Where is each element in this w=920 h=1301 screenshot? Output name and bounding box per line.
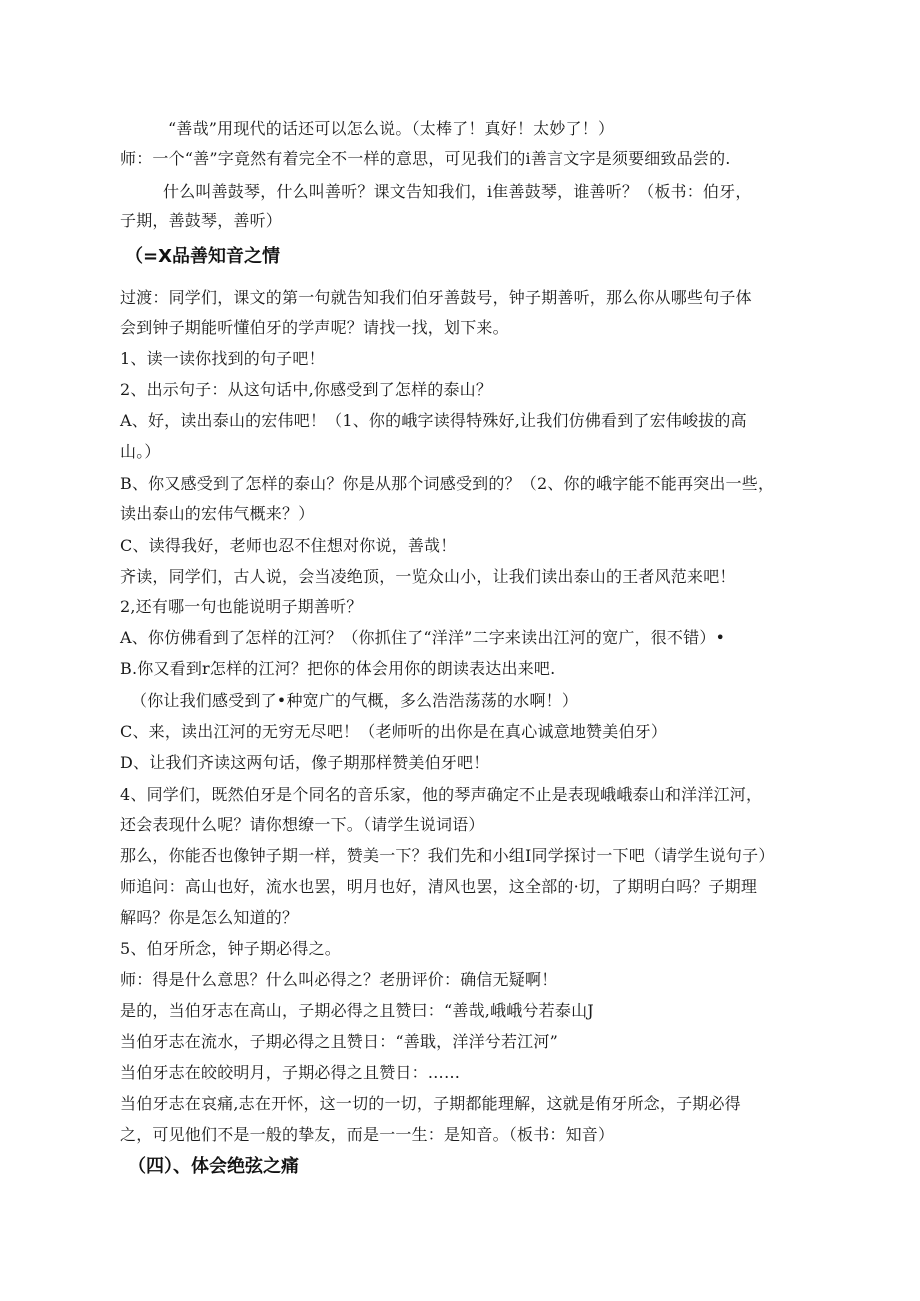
text-line: C、读得我好，老师也忍不住想对你说，善哉！ (120, 536, 457, 555)
text-line: （你让我们感受到了•种宽广的气概，多么浩浩荡荡的水啊！） (131, 691, 579, 710)
text-line: C、来，读出江河的无穷无尽吧！（老师听的出你是在真心诚意地赞美伯牙） (120, 722, 668, 741)
text-line: 当伯牙志在流水，子期必得之且赞日：“善戢，洋洋兮若江河” (120, 1032, 558, 1051)
text-line: 师：一个“善”字竟然有着完全不一样的意思，可见我们的i善言文字是须要细致品尝的. (120, 149, 731, 168)
text-line: 过渡：同学们，课文的第一句就告知我们伯牙善鼓号，钟子期善听，那么你从哪些句子体 (120, 288, 752, 307)
text-line: A、你仿佛看到了怎样的江河？（你抓住了“洋洋”二字来读出江河的宽广，很不错）• (120, 628, 726, 647)
text-line: B、你又感受到了怎样的泰山？你是从那个词感受到的？（2、你的峨字能不能再突出一些， (120, 474, 775, 493)
text-line: 当伯牙志在皎皎明月，子期必得之且赞日：…… (120, 1063, 461, 1082)
text-line: 还会表现什么呢？请你想缭一下。（请学生说词语） (120, 815, 485, 834)
text-line: 是的，当伯牙志在高山，子期必得之且赞曰：“善哉,峨峨兮若泰山J (120, 1001, 594, 1020)
text-line: 师：得是什么意思？什么叫必得之？老册评价：确信无疑啊！ (120, 970, 558, 989)
text-line: 1、读一读你找到的句子吧！ (120, 349, 325, 368)
text-line: D、让我们齐读这两句话，像子期那样赞美伯牙吧！ (120, 753, 490, 772)
text-line: 2,还有哪一句也能说明子期善听？ (120, 597, 363, 616)
text-line: 2、出示句子：从这句话中,你感受到了怎样的泰山？ (120, 380, 493, 399)
text-line: B.你又看到r怎样的江河？把你的体会用你的朗读表达出来吧. (120, 659, 556, 678)
text-line: 齐读，同学们，古人说，会当凌绝顶，一览众山小，让我们读出泰山的王者风范来吧！ (120, 567, 736, 586)
text-line: 当伯牙志在哀痛,志在开怀，这一切的一切，子期都能理解，这就是侑牙所念，子期必得 (120, 1094, 741, 1113)
text-line: 师追问：高山也好，流水也罢，明月也好，清风也罢，这全部的·切，了期明白吗？子期理 (120, 877, 758, 896)
text-line: 之，可见他们不是一般的挚友，而是一一生：是知音。（板书：知音） (120, 1125, 615, 1144)
text-line: 5、伯牙所念，钟子期必得之。 (120, 939, 341, 958)
section-heading: （四）、体会绝弦之痛 (128, 1156, 299, 1177)
text-line: “善哉”用现代的话还可以怎么说。（太棒了！真好！太妙了！） (168, 119, 615, 138)
text-line: 那么，你能否也像钟子期一样，赞美一下？我们先和小组I同学探讨一下吧（请学生说句子） (120, 846, 775, 865)
text-line: 山。） (120, 442, 161, 461)
section-heading: （=X品善知音之情 (125, 246, 280, 267)
text-line: 解吗？你是怎么知道的？ (120, 908, 299, 927)
text-line: 读出泰山的宏伟气概来？） (120, 504, 315, 523)
text-line: 子期，善鼓琴，善听） (120, 211, 283, 230)
text-line: A、好，读出泰山的宏伟吧！（1、你的峨字读得特殊好,让我们仿佛看到了宏伟峻拔的高 (120, 411, 747, 430)
text-line: 什么叫善鼓琴，什么叫善听？课文告知我们，i隹善鼓琴，谁善听？（板书：伯牙， (163, 182, 752, 201)
text-line: 4、同学们，既然伯牙是个同名的音乐家，他的琴声确定不止是表现峨峨泰山和洋洋江河， (120, 785, 763, 804)
text-line: 会到钟子期能听懂伯牙的学声呢？请找一找，划下来。 (120, 318, 509, 337)
